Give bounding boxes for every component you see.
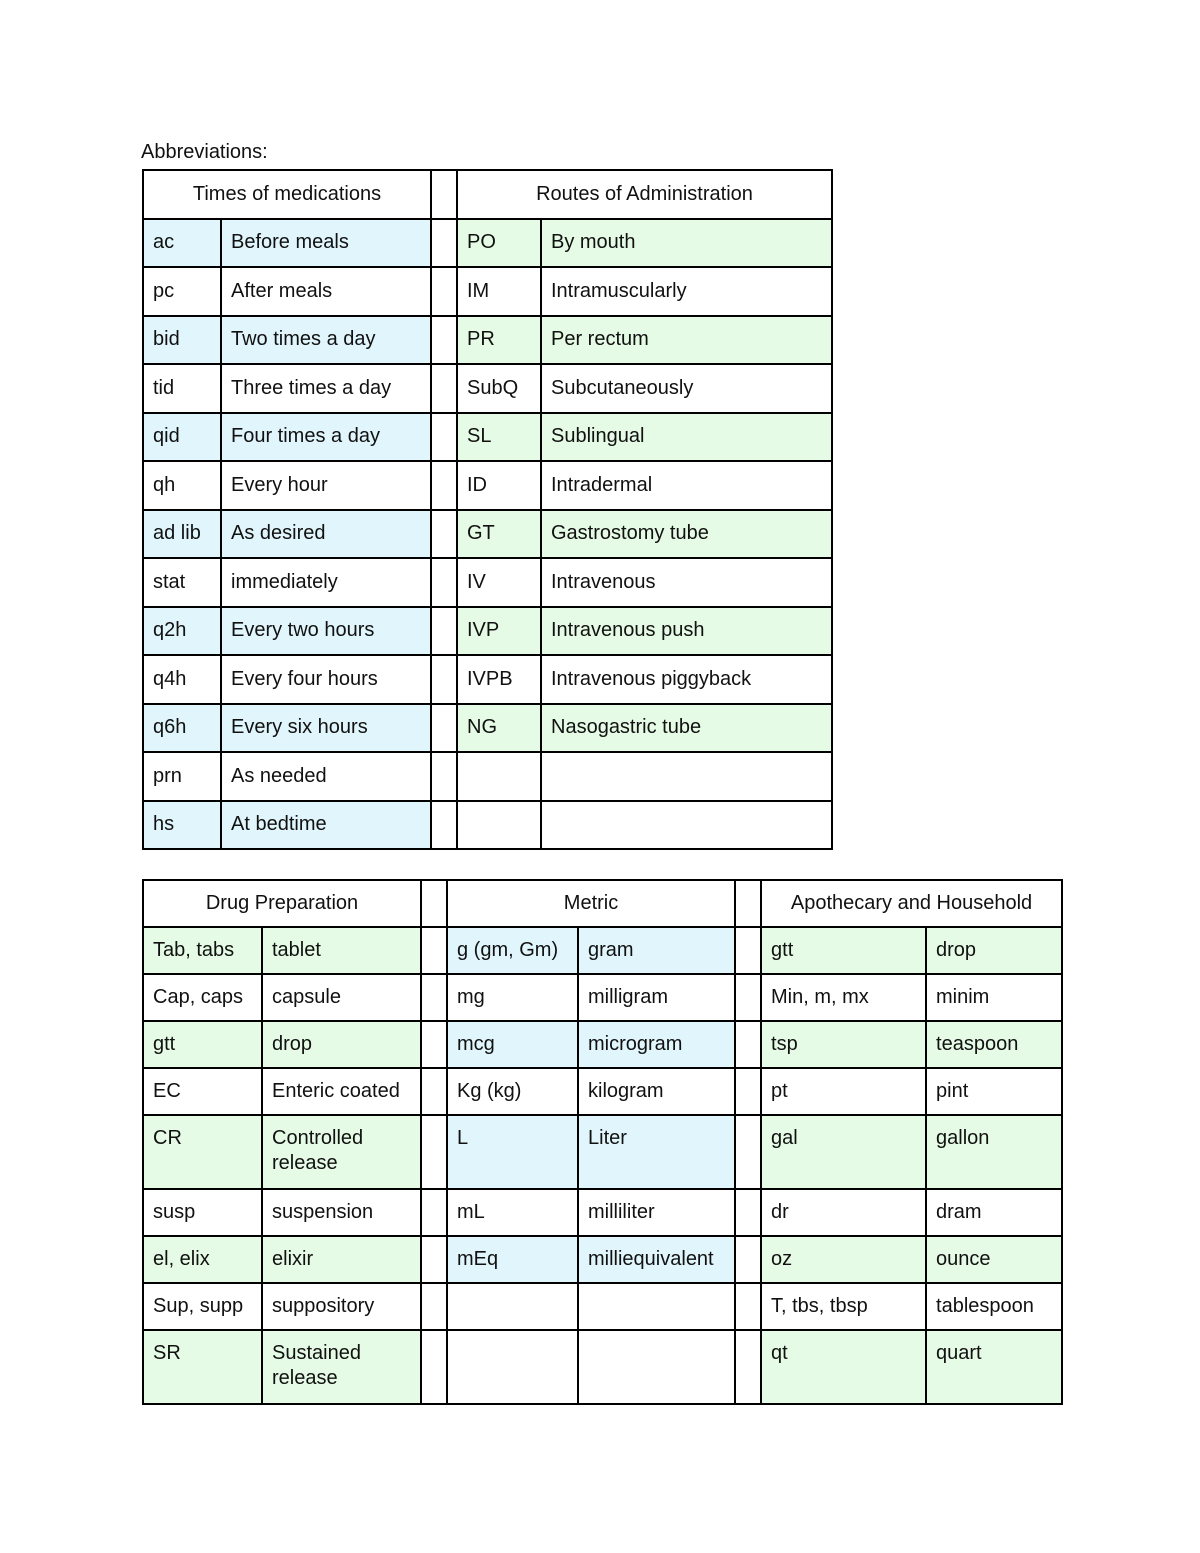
apothecary-abbr-cell: T, tbs, tbsp xyxy=(761,1283,926,1330)
column-gap xyxy=(421,1115,447,1189)
routes-meaning-cell: Intravenous xyxy=(541,558,832,607)
routes-abbr-cell: IV xyxy=(457,558,541,607)
times-abbr-cell: q4h xyxy=(143,655,221,704)
times-meaning-cell: Every two hours xyxy=(221,607,431,656)
times-abbr-cell: tid xyxy=(143,364,221,413)
metric-abbr-cell: L xyxy=(447,1115,578,1189)
column-gap xyxy=(431,170,457,219)
routes-meaning-cell: Per rectum xyxy=(541,316,832,365)
metric-abbr-cell: mL xyxy=(447,1189,578,1236)
column-gap xyxy=(735,1068,761,1115)
drug-meaning-cell: suppository xyxy=(262,1283,421,1330)
header-row xyxy=(143,880,1062,927)
drug-abbr-cell: gtt xyxy=(143,1021,262,1068)
drug-meaning-cell: drop xyxy=(262,1021,421,1068)
drug-header: Drug Preparation xyxy=(143,880,421,927)
column-gap xyxy=(735,974,761,1021)
column-gap xyxy=(735,927,761,974)
times-abbr-cell: stat xyxy=(143,558,221,607)
column-gap xyxy=(421,1283,447,1330)
table-row xyxy=(143,1283,1062,1330)
column-gap xyxy=(421,974,447,1021)
routes-meaning-cell: Subcutaneously xyxy=(541,364,832,413)
routes-abbr-cell: SL xyxy=(457,413,541,462)
metric-header: Metric xyxy=(447,880,735,927)
table-preparation-metric-apothecary xyxy=(142,879,1063,1405)
column-gap xyxy=(735,1330,761,1404)
apothecary-abbr-cell: gtt xyxy=(761,927,926,974)
table-times-and-routes xyxy=(142,169,833,850)
drug-abbr-cell: CR xyxy=(143,1115,262,1189)
routes-abbr-cell: NG xyxy=(457,704,541,753)
metric-meaning-cell: kilogram xyxy=(578,1068,735,1115)
metric-meaning-cell: milligram xyxy=(578,974,735,1021)
routes-abbr-cell xyxy=(457,752,541,801)
routes-meaning-cell: Intradermal xyxy=(541,461,832,510)
column-gap xyxy=(431,364,457,413)
times-abbr-cell: ac xyxy=(143,219,221,268)
times-meaning-cell: As desired xyxy=(221,510,431,559)
column-gap xyxy=(735,1189,761,1236)
table-row xyxy=(143,704,832,753)
drug-abbr-cell: SR xyxy=(143,1330,262,1404)
metric-meaning-cell: milliequivalent xyxy=(578,1236,735,1283)
column-gap xyxy=(431,510,457,559)
times-meaning-cell: Four times a day xyxy=(221,413,431,462)
times-meaning-cell: After meals xyxy=(221,267,431,316)
metric-meaning-cell xyxy=(578,1330,735,1404)
times-abbr-cell: pc xyxy=(143,267,221,316)
apothecary-meaning-cell: drop xyxy=(926,927,1062,974)
table-row xyxy=(143,461,832,510)
routes-meaning-cell xyxy=(541,752,832,801)
routes-meaning-cell: By mouth xyxy=(541,219,832,268)
routes-abbr-cell: IM xyxy=(457,267,541,316)
column-gap xyxy=(431,267,457,316)
times-abbr-cell: q2h xyxy=(143,607,221,656)
times-meaning-cell: Before meals xyxy=(221,219,431,268)
apothecary-abbr-cell: oz xyxy=(761,1236,926,1283)
column-gap xyxy=(421,880,447,927)
drug-abbr-cell: Tab, tabs xyxy=(143,927,262,974)
metric-meaning-cell xyxy=(578,1283,735,1330)
apothecary-abbr-cell: gal xyxy=(761,1115,926,1189)
routes-header: Routes of Administration xyxy=(457,170,832,219)
apothecary-abbr-cell: pt xyxy=(761,1068,926,1115)
column-gap xyxy=(431,219,457,268)
table-row xyxy=(143,219,832,268)
metric-meaning-cell: gram xyxy=(578,927,735,974)
column-gap xyxy=(421,1189,447,1236)
times-abbr-cell: hs xyxy=(143,801,221,850)
column-gap xyxy=(421,927,447,974)
apothecary-abbr-cell: Min, m, mx xyxy=(761,974,926,1021)
routes-meaning-cell: Intramuscularly xyxy=(541,267,832,316)
routes-abbr-cell: GT xyxy=(457,510,541,559)
table-row xyxy=(143,655,832,704)
times-meaning-cell: As needed xyxy=(221,752,431,801)
column-gap xyxy=(421,1236,447,1283)
times-meaning-cell: immediately xyxy=(221,558,431,607)
routes-meaning-cell: Intravenous push xyxy=(541,607,832,656)
drug-abbr-cell: EC xyxy=(143,1068,262,1115)
column-gap xyxy=(735,1283,761,1330)
column-gap xyxy=(431,461,457,510)
times-meaning-cell: At bedtime xyxy=(221,801,431,850)
drug-meaning-cell: elixir xyxy=(262,1236,421,1283)
column-gap xyxy=(735,1115,761,1189)
table-row xyxy=(143,1189,1062,1236)
apothecary-abbr-cell: dr xyxy=(761,1189,926,1236)
apothecary-meaning-cell: tablespoon xyxy=(926,1283,1062,1330)
metric-abbr-cell: g (gm, Gm) xyxy=(447,927,578,974)
routes-meaning-cell: Sublingual xyxy=(541,413,832,462)
apothecary-meaning-cell: dram xyxy=(926,1189,1062,1236)
table-row xyxy=(143,752,832,801)
apothecary-abbr-cell: tsp xyxy=(761,1021,926,1068)
metric-abbr-cell: Kg (kg) xyxy=(447,1068,578,1115)
routes-meaning-cell: Nasogastric tube xyxy=(541,704,832,753)
drug-abbr-cell: el, elix xyxy=(143,1236,262,1283)
drug-meaning-cell: Controlled release xyxy=(262,1115,421,1189)
routes-abbr-cell: PR xyxy=(457,316,541,365)
apothecary-meaning-cell: ounce xyxy=(926,1236,1062,1283)
times-abbr-cell: q6h xyxy=(143,704,221,753)
table-row xyxy=(143,316,832,365)
times-abbr-cell: ad lib xyxy=(143,510,221,559)
table-row xyxy=(143,974,1062,1021)
drug-abbr-cell: Sup, supp xyxy=(143,1283,262,1330)
metric-abbr-cell: mEq xyxy=(447,1236,578,1283)
times-header: Times of medications xyxy=(143,170,431,219)
apothecary-meaning-cell: teaspoon xyxy=(926,1021,1062,1068)
metric-abbr-cell xyxy=(447,1330,578,1404)
drug-abbr-cell: Cap, caps xyxy=(143,974,262,1021)
column-gap xyxy=(431,752,457,801)
column-gap xyxy=(735,1236,761,1283)
apothecary-meaning-cell: minim xyxy=(926,974,1062,1021)
routes-abbr-cell: ID xyxy=(457,461,541,510)
apothecary-meaning-cell: gallon xyxy=(926,1115,1062,1189)
times-abbr-cell: qid xyxy=(143,413,221,462)
column-gap xyxy=(421,1068,447,1115)
table-row xyxy=(143,510,832,559)
table-row xyxy=(143,927,1062,974)
times-abbr-cell: prn xyxy=(143,752,221,801)
column-gap xyxy=(431,801,457,850)
routes-abbr-cell: PO xyxy=(457,219,541,268)
column-gap xyxy=(735,1021,761,1068)
times-meaning-cell: Two times a day xyxy=(221,316,431,365)
column-gap xyxy=(421,1330,447,1404)
routes-abbr-cell: SubQ xyxy=(457,364,541,413)
routes-meaning-cell: Intravenous piggyback xyxy=(541,655,832,704)
times-meaning-cell: Three times a day xyxy=(221,364,431,413)
metric-abbr-cell xyxy=(447,1283,578,1330)
times-meaning-cell: Every hour xyxy=(221,461,431,510)
table-row xyxy=(143,1021,1062,1068)
routes-meaning-cell: Gastrostomy tube xyxy=(541,510,832,559)
apothecary-header: Apothecary and Household xyxy=(761,880,1062,927)
metric-meaning-cell: milliliter xyxy=(578,1189,735,1236)
apothecary-meaning-cell: quart xyxy=(926,1330,1062,1404)
table-row xyxy=(143,1236,1062,1283)
table-row xyxy=(143,1068,1062,1115)
table-row xyxy=(143,413,832,462)
drug-meaning-cell: suspension xyxy=(262,1189,421,1236)
column-gap xyxy=(431,607,457,656)
metric-meaning-cell: microgram xyxy=(578,1021,735,1068)
table-row xyxy=(143,801,832,850)
column-gap xyxy=(431,413,457,462)
column-gap xyxy=(735,880,761,927)
table-row xyxy=(143,607,832,656)
times-meaning-cell: Every six hours xyxy=(221,704,431,753)
table-row xyxy=(143,558,832,607)
column-gap xyxy=(431,704,457,753)
times-meaning-cell: Every four hours xyxy=(221,655,431,704)
routes-abbr-cell: IVPB xyxy=(457,655,541,704)
table-row xyxy=(143,364,832,413)
drug-abbr-cell: susp xyxy=(143,1189,262,1236)
table-row xyxy=(143,267,832,316)
times-abbr-cell: qh xyxy=(143,461,221,510)
column-gap xyxy=(421,1021,447,1068)
column-gap xyxy=(431,558,457,607)
page-title: Abbreviations: xyxy=(141,141,268,163)
apothecary-abbr-cell: qt xyxy=(761,1330,926,1404)
times-abbr-cell: bid xyxy=(143,316,221,365)
column-gap xyxy=(431,655,457,704)
routes-abbr-cell xyxy=(457,801,541,850)
metric-abbr-cell: mg xyxy=(447,974,578,1021)
header-row xyxy=(143,170,832,219)
metric-abbr-cell: mcg xyxy=(447,1021,578,1068)
drug-meaning-cell: capsule xyxy=(262,974,421,1021)
routes-meaning-cell xyxy=(541,801,832,850)
drug-meaning-cell: Sustained release xyxy=(262,1330,421,1404)
column-gap xyxy=(431,316,457,365)
routes-abbr-cell: IVP xyxy=(457,607,541,656)
table-row xyxy=(143,1115,1062,1189)
metric-meaning-cell: Liter xyxy=(578,1115,735,1189)
drug-meaning-cell: Enteric coated xyxy=(262,1068,421,1115)
drug-meaning-cell: tablet xyxy=(262,927,421,974)
apothecary-meaning-cell: pint xyxy=(926,1068,1062,1115)
table-row xyxy=(143,1330,1062,1404)
